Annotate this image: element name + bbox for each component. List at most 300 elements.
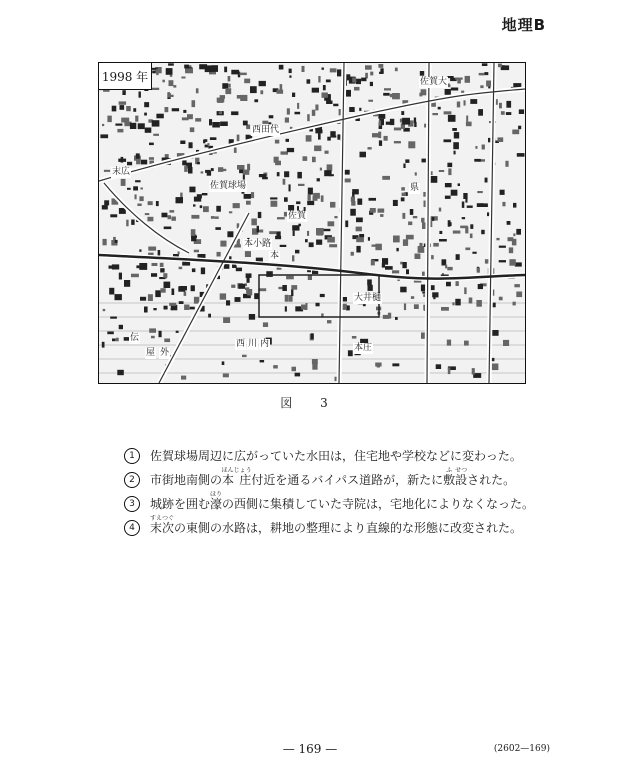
building-block — [292, 93, 295, 97]
building-block — [457, 78, 461, 84]
building-block — [192, 100, 196, 107]
building-block — [116, 338, 119, 342]
building-block — [432, 292, 438, 297]
building-block — [242, 355, 247, 357]
building-block — [492, 364, 499, 371]
building-block — [148, 247, 156, 251]
building-block — [516, 292, 522, 298]
building-block — [455, 299, 460, 306]
building-block — [307, 201, 314, 205]
building-block — [166, 68, 173, 75]
building-block — [345, 221, 348, 228]
building-block — [205, 170, 210, 173]
building-block — [181, 376, 186, 380]
building-block — [457, 102, 460, 108]
building-block — [228, 84, 230, 88]
building-block — [207, 143, 209, 146]
building-block — [275, 140, 279, 144]
building-block — [451, 88, 458, 91]
building-block — [156, 114, 163, 119]
building-block — [243, 121, 248, 126]
building-block — [195, 118, 201, 122]
building-block — [182, 160, 186, 165]
building-block — [211, 168, 214, 171]
building-block — [359, 234, 364, 237]
place-label-saga: 佐賀 — [288, 211, 307, 221]
building-block — [247, 289, 252, 295]
building-block — [302, 66, 305, 72]
building-block — [441, 307, 449, 311]
building-block — [466, 116, 468, 122]
building-block — [512, 130, 519, 135]
building-block — [273, 365, 278, 368]
building-block — [400, 262, 402, 265]
building-block — [121, 118, 129, 123]
building-block — [181, 77, 185, 79]
building-block — [316, 303, 320, 307]
building-block — [456, 254, 460, 260]
building-block — [499, 103, 502, 109]
building-block — [401, 111, 404, 115]
building-block — [378, 209, 385, 213]
building-block — [401, 197, 405, 201]
building-block — [225, 88, 231, 94]
building-block — [498, 137, 504, 142]
building-block — [274, 157, 279, 163]
place-label-ken: 県 — [410, 183, 420, 193]
building-block — [220, 122, 228, 127]
building-block — [379, 121, 381, 126]
building-block — [194, 250, 199, 253]
building-block — [313, 196, 318, 201]
building-block — [505, 161, 508, 167]
building-block — [322, 68, 324, 70]
building-block — [301, 305, 306, 310]
choice-number: 4 — [124, 520, 140, 536]
building-block — [481, 230, 485, 234]
building-block — [330, 68, 337, 72]
building-block — [148, 201, 153, 205]
building-block — [152, 88, 160, 90]
building-block — [382, 176, 390, 180]
building-block — [394, 238, 397, 241]
building-block — [232, 265, 237, 268]
building-block — [135, 194, 137, 199]
building-block — [100, 134, 108, 138]
building-block — [247, 164, 250, 171]
building-block — [352, 78, 356, 83]
building-block — [135, 180, 141, 182]
building-block — [324, 170, 331, 176]
building-block — [219, 111, 222, 114]
building-block — [246, 201, 251, 205]
building-block — [152, 263, 158, 266]
building-block — [247, 277, 250, 283]
choice-3[interactable] — [124, 488, 544, 512]
building-block — [169, 303, 176, 306]
building-block — [464, 100, 466, 105]
building-block — [133, 186, 138, 190]
place-label-uchi: 内 — [260, 339, 270, 349]
building-block — [378, 64, 383, 68]
building-block — [291, 285, 297, 290]
choice-text: 末次すえつぐの東側の水路は，耕地の整理により直線的な形態に改変された。 — [150, 515, 523, 535]
choice-2[interactable] — [124, 464, 544, 488]
building-block — [109, 266, 114, 269]
building-block — [197, 194, 202, 198]
building-block — [477, 191, 483, 193]
building-block — [277, 90, 284, 94]
building-block — [311, 333, 314, 339]
building-block — [447, 163, 452, 167]
building-block — [392, 270, 399, 273]
answer-choices — [124, 440, 544, 536]
building-block — [351, 252, 354, 256]
building-block — [506, 112, 511, 115]
building-block — [109, 288, 114, 295]
building-block — [144, 113, 147, 116]
building-block — [456, 281, 459, 286]
building-block — [356, 227, 362, 232]
building-block — [499, 260, 506, 262]
building-block — [244, 194, 251, 199]
building-block — [380, 214, 383, 217]
building-block — [316, 228, 324, 235]
building-block — [164, 306, 168, 310]
building-block — [445, 183, 452, 187]
building-block — [447, 76, 453, 78]
building-block — [192, 268, 196, 272]
building-block — [222, 361, 225, 365]
building-block — [285, 295, 289, 302]
building-block — [104, 200, 109, 205]
building-block — [445, 265, 447, 269]
building-block — [102, 124, 104, 126]
building-block — [352, 336, 357, 339]
building-block — [315, 105, 318, 111]
building-block — [312, 363, 317, 369]
choice-text: 市街地南側の本 庄ほんじょう付近を通るバイパス道路が，新たに敷ふ設せつされた。 — [150, 467, 516, 487]
building-block — [506, 101, 511, 108]
building-block — [152, 71, 155, 74]
building-block — [104, 170, 110, 172]
building-block — [237, 135, 240, 142]
building-block — [184, 292, 187, 296]
building-block — [220, 95, 225, 99]
building-block — [365, 65, 372, 69]
subject-title: 地理B — [501, 16, 546, 34]
building-block — [431, 285, 435, 290]
building-block — [191, 229, 196, 236]
building-block — [240, 95, 247, 101]
building-block — [475, 146, 477, 149]
building-block — [115, 240, 118, 243]
building-block — [218, 167, 223, 172]
building-block — [460, 226, 468, 229]
building-block — [403, 164, 405, 169]
building-block — [395, 317, 398, 320]
building-block — [103, 309, 106, 311]
building-block — [314, 146, 321, 152]
building-block — [147, 217, 153, 222]
place-label-suehiro: 末広 — [112, 167, 131, 177]
building-block — [447, 340, 451, 346]
building-block — [191, 215, 199, 219]
building-block — [499, 246, 506, 248]
building-block — [480, 85, 483, 88]
building-block — [224, 67, 227, 73]
choice-1[interactable] — [124, 440, 544, 464]
building-block — [243, 170, 249, 175]
building-block — [470, 224, 473, 229]
building-block — [285, 118, 289, 123]
building-block — [402, 118, 410, 125]
building-block — [321, 195, 324, 202]
place-label-hon: 本 — [270, 251, 280, 261]
building-block — [115, 294, 122, 300]
building-block — [402, 262, 406, 268]
building-block — [444, 139, 452, 142]
place-label-kawa: 川 — [248, 339, 258, 349]
building-block — [466, 122, 472, 127]
building-block — [168, 215, 172, 219]
building-block — [357, 199, 362, 205]
building-block — [172, 289, 175, 296]
building-block — [515, 262, 522, 266]
building-block — [180, 141, 185, 145]
building-block — [470, 99, 477, 104]
building-block — [160, 288, 165, 293]
building-block — [119, 273, 122, 280]
building-block — [200, 205, 203, 208]
building-block — [149, 143, 154, 146]
page-number: — 169 — — [282, 742, 338, 756]
building-block — [408, 222, 412, 226]
building-block — [320, 168, 322, 171]
building-block — [439, 239, 447, 242]
building-block — [402, 213, 405, 219]
building-block — [452, 302, 454, 305]
building-block — [220, 241, 226, 247]
building-block — [136, 265, 140, 268]
building-block — [400, 287, 406, 293]
building-block — [306, 135, 312, 141]
building-block — [282, 285, 287, 291]
building-block — [359, 108, 361, 111]
building-block — [486, 81, 491, 87]
building-block — [312, 359, 318, 364]
building-block — [148, 253, 154, 256]
place-label-den: 伝 — [130, 333, 140, 343]
building-block — [307, 114, 310, 121]
building-block — [378, 114, 385, 119]
building-block — [513, 233, 515, 236]
building-block — [323, 229, 331, 231]
building-block — [211, 65, 218, 72]
building-block — [326, 80, 331, 83]
place-label-nishi: 西 — [236, 339, 246, 349]
building-block — [289, 75, 291, 77]
building-block — [438, 107, 441, 110]
building-block — [159, 331, 162, 337]
building-block — [291, 289, 293, 296]
place-label-soto: 外 — [160, 348, 170, 358]
building-block — [312, 88, 319, 93]
building-block — [217, 100, 223, 103]
choice-text: 佐賀球場周辺に広がっていた水田は，住宅地や学校などに変わった。 — [150, 449, 522, 463]
building-block — [305, 239, 308, 242]
building-block — [244, 79, 250, 84]
building-block — [392, 363, 399, 366]
building-block — [245, 251, 251, 257]
building-block — [137, 204, 141, 207]
building-block — [107, 116, 111, 123]
building-block — [405, 159, 409, 163]
building-block — [367, 279, 372, 285]
building-block — [235, 297, 241, 302]
building-block — [171, 217, 176, 221]
building-block — [395, 68, 398, 72]
building-block — [368, 237, 370, 241]
building-block — [458, 183, 460, 186]
building-block — [295, 250, 299, 254]
building-block — [149, 157, 154, 160]
building-block — [499, 297, 503, 301]
building-block — [431, 255, 434, 259]
building-block — [254, 99, 258, 102]
map-year-label: 1998 年 — [99, 63, 152, 90]
building-block — [295, 373, 301, 377]
building-block — [138, 123, 145, 129]
building-block — [394, 128, 401, 131]
building-block — [233, 203, 240, 208]
building-block — [183, 110, 186, 113]
building-block — [451, 190, 458, 196]
building-block — [119, 325, 123, 329]
building-block — [141, 160, 147, 165]
building-block — [356, 237, 364, 242]
building-block — [119, 101, 127, 104]
building-block — [118, 159, 126, 162]
building-block — [470, 234, 473, 239]
building-block — [189, 142, 193, 148]
place-label-honjo: 本庄 — [354, 343, 373, 353]
building-block — [226, 300, 230, 305]
building-block — [329, 244, 337, 247]
building-block — [215, 227, 221, 230]
building-block — [394, 141, 401, 143]
building-block — [202, 193, 208, 195]
building-block — [503, 340, 509, 346]
building-block — [115, 124, 122, 126]
choice-number: 2 — [124, 472, 140, 488]
building-block — [269, 231, 276, 234]
building-block — [448, 367, 451, 374]
building-block — [419, 243, 422, 249]
building-block — [371, 260, 375, 266]
building-block — [152, 120, 160, 126]
building-block — [309, 242, 314, 247]
building-block — [216, 206, 221, 212]
building-block — [179, 267, 183, 270]
building-block — [421, 249, 424, 252]
building-block — [356, 79, 361, 84]
building-block — [517, 153, 525, 157]
building-block — [442, 259, 447, 265]
building-block — [328, 221, 335, 226]
building-block — [322, 93, 328, 98]
building-block — [187, 114, 193, 119]
building-block — [277, 172, 280, 176]
building-block — [512, 239, 517, 246]
building-block — [289, 295, 293, 302]
building-block — [210, 137, 217, 140]
building-block — [385, 266, 393, 270]
building-block — [162, 80, 165, 83]
building-block — [478, 109, 483, 116]
building-block — [439, 208, 441, 212]
building-block — [126, 220, 128, 227]
building-block — [288, 205, 294, 210]
building-block — [477, 268, 480, 273]
building-block — [139, 249, 141, 251]
building-block — [163, 273, 167, 278]
choice-number: 1 — [124, 448, 140, 464]
building-block — [350, 209, 356, 216]
building-block — [117, 370, 124, 375]
building-block — [260, 360, 265, 362]
building-block — [372, 245, 379, 247]
building-block — [240, 73, 247, 76]
page-code: (2602—169) — [493, 744, 550, 754]
building-block — [151, 336, 155, 339]
building-block — [481, 203, 488, 207]
building-block — [414, 304, 419, 309]
building-block — [259, 174, 266, 177]
building-block — [369, 198, 377, 201]
building-block — [279, 65, 284, 70]
building-block — [215, 216, 219, 219]
building-block — [102, 342, 105, 348]
building-block — [472, 368, 475, 375]
choice-text: 城跡を囲む濠ほりの西側に集積していた寺院は，宅地化によりなくなった。 — [150, 491, 535, 511]
building-block — [170, 75, 173, 77]
building-block — [509, 247, 513, 253]
building-block — [262, 177, 268, 179]
building-block — [293, 231, 295, 236]
building-block — [234, 148, 237, 153]
building-block — [237, 165, 245, 170]
building-block — [379, 140, 382, 146]
building-block — [297, 103, 299, 109]
building-block — [251, 219, 257, 226]
building-block — [130, 123, 136, 129]
building-block — [513, 203, 516, 208]
building-block — [308, 195, 311, 201]
building-block — [421, 218, 424, 223]
choice-4[interactable] — [124, 512, 544, 536]
building-block — [298, 224, 301, 227]
building-block — [156, 69, 158, 75]
building-block — [229, 211, 232, 213]
building-block — [330, 202, 335, 208]
building-block — [145, 213, 150, 215]
building-block — [326, 101, 332, 105]
building-block — [454, 151, 456, 155]
building-block — [436, 364, 441, 369]
building-block — [439, 170, 444, 172]
building-block — [251, 192, 254, 198]
